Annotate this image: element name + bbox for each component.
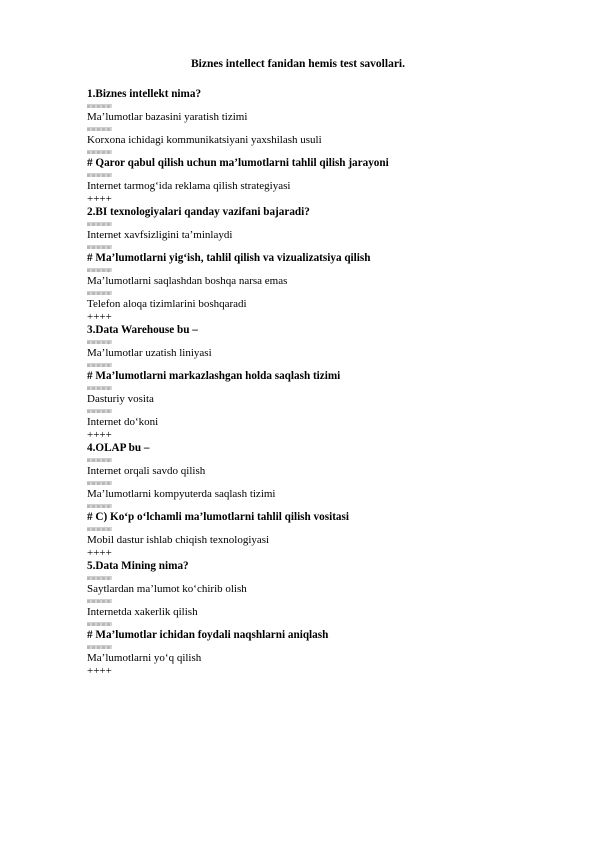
answer-option: Saytlardan ma’lumot ko‘chirib olish bbox=[87, 583, 247, 595]
answer-option: Internet orqali savdo qilish bbox=[87, 465, 206, 477]
option-separator bbox=[87, 455, 507, 465]
correct-answer-option: # C) Ko‘p o‘lchamli ma’lumotlarni tahlil qilish vositasi bbox=[87, 511, 349, 523]
question-text: 1.Biznes intellekt nima? bbox=[87, 88, 202, 100]
answer-option: Ma’lumotlarni yo‘q qilish bbox=[87, 652, 202, 664]
option-separator bbox=[87, 288, 507, 298]
question-end-marker: ++++ bbox=[87, 547, 112, 559]
question-end-marker: ++++ bbox=[87, 193, 112, 205]
option-separator bbox=[87, 124, 507, 134]
answer-option: Internet xavfsizligini ta’minlaydi bbox=[87, 229, 233, 241]
option-separator bbox=[87, 524, 507, 534]
question-block bbox=[87, 206, 507, 324]
correct-answer-option: # Ma’lumotlarni yig‘ish, tahlil qilish va vizualizatsiya qilish bbox=[87, 252, 371, 264]
option-separator bbox=[87, 501, 507, 511]
answer-option: Internet tarmog‘ida reklama qilish strategiyasi bbox=[87, 180, 291, 192]
option-separator bbox=[87, 337, 507, 347]
correct-answer-option: # Qaror qabul qilish uchun ma’lumotlarni tahlil qilish jarayoni bbox=[87, 157, 389, 169]
option-separator bbox=[87, 147, 507, 157]
question-end-marker: ++++ bbox=[87, 311, 112, 323]
option-separator bbox=[87, 360, 507, 370]
answer-option: Telefon aloqa tizimlarini boshqaradi bbox=[87, 298, 247, 310]
option-separator bbox=[87, 596, 507, 606]
document-title: Biznes intellect fanidan hemis test savollari. bbox=[190, 58, 405, 70]
question-block bbox=[87, 560, 507, 678]
question-text: 3.Data Warehouse bu – bbox=[87, 324, 198, 336]
option-separator bbox=[87, 573, 507, 583]
option-separator bbox=[87, 619, 507, 629]
answer-option: Dasturiy vosita bbox=[87, 393, 154, 405]
answer-option: Ma’lumotlar uzatish liniyasi bbox=[87, 347, 212, 359]
option-separator bbox=[87, 242, 507, 252]
option-separator bbox=[87, 383, 507, 393]
option-separator bbox=[87, 642, 507, 652]
answer-option: Korxona ichidagi kommunikatsiyani yaxshilash usuli bbox=[87, 134, 322, 146]
option-separator bbox=[87, 101, 507, 111]
option-separator bbox=[87, 406, 507, 416]
correct-answer-option: # Ma’lumotlarni markazlashgan holda saqlash tizimi bbox=[87, 370, 341, 382]
question-end-marker: ++++ bbox=[87, 429, 112, 441]
option-separator bbox=[87, 219, 507, 229]
question-block bbox=[87, 88, 507, 206]
answer-option: Ma’lumotlar bazasini yaratish tizimi bbox=[87, 111, 248, 123]
answer-option: Mobil dastur ishlab chiqish texnologiyasi bbox=[87, 534, 270, 546]
correct-answer-option: # Ma’lumotlar ichidan foydali naqshlarni aniqlash bbox=[87, 629, 329, 641]
option-separator bbox=[87, 265, 507, 275]
option-separator bbox=[87, 170, 507, 180]
question-text: 4.OLAP bu – bbox=[87, 442, 150, 454]
answer-option: Ma’lumotlarni saqlashdan boshqa narsa emas bbox=[87, 275, 288, 287]
question-end-marker: ++++ bbox=[87, 665, 112, 677]
question-block bbox=[87, 324, 507, 442]
answer-option: Internetda xakerlik qilish bbox=[87, 606, 198, 618]
option-separator bbox=[87, 478, 507, 488]
question-block bbox=[87, 442, 507, 560]
question-text: 5.Data Mining nima? bbox=[87, 560, 189, 572]
question-list bbox=[87, 88, 507, 678]
question-text: 2.BI texnologiyalari qanday vazifani bajaradi? bbox=[87, 206, 310, 218]
answer-option: Internet do‘koni bbox=[87, 416, 159, 428]
answer-option: Ma’lumotlarni kompyuterda saqlash tizimi bbox=[87, 488, 276, 500]
